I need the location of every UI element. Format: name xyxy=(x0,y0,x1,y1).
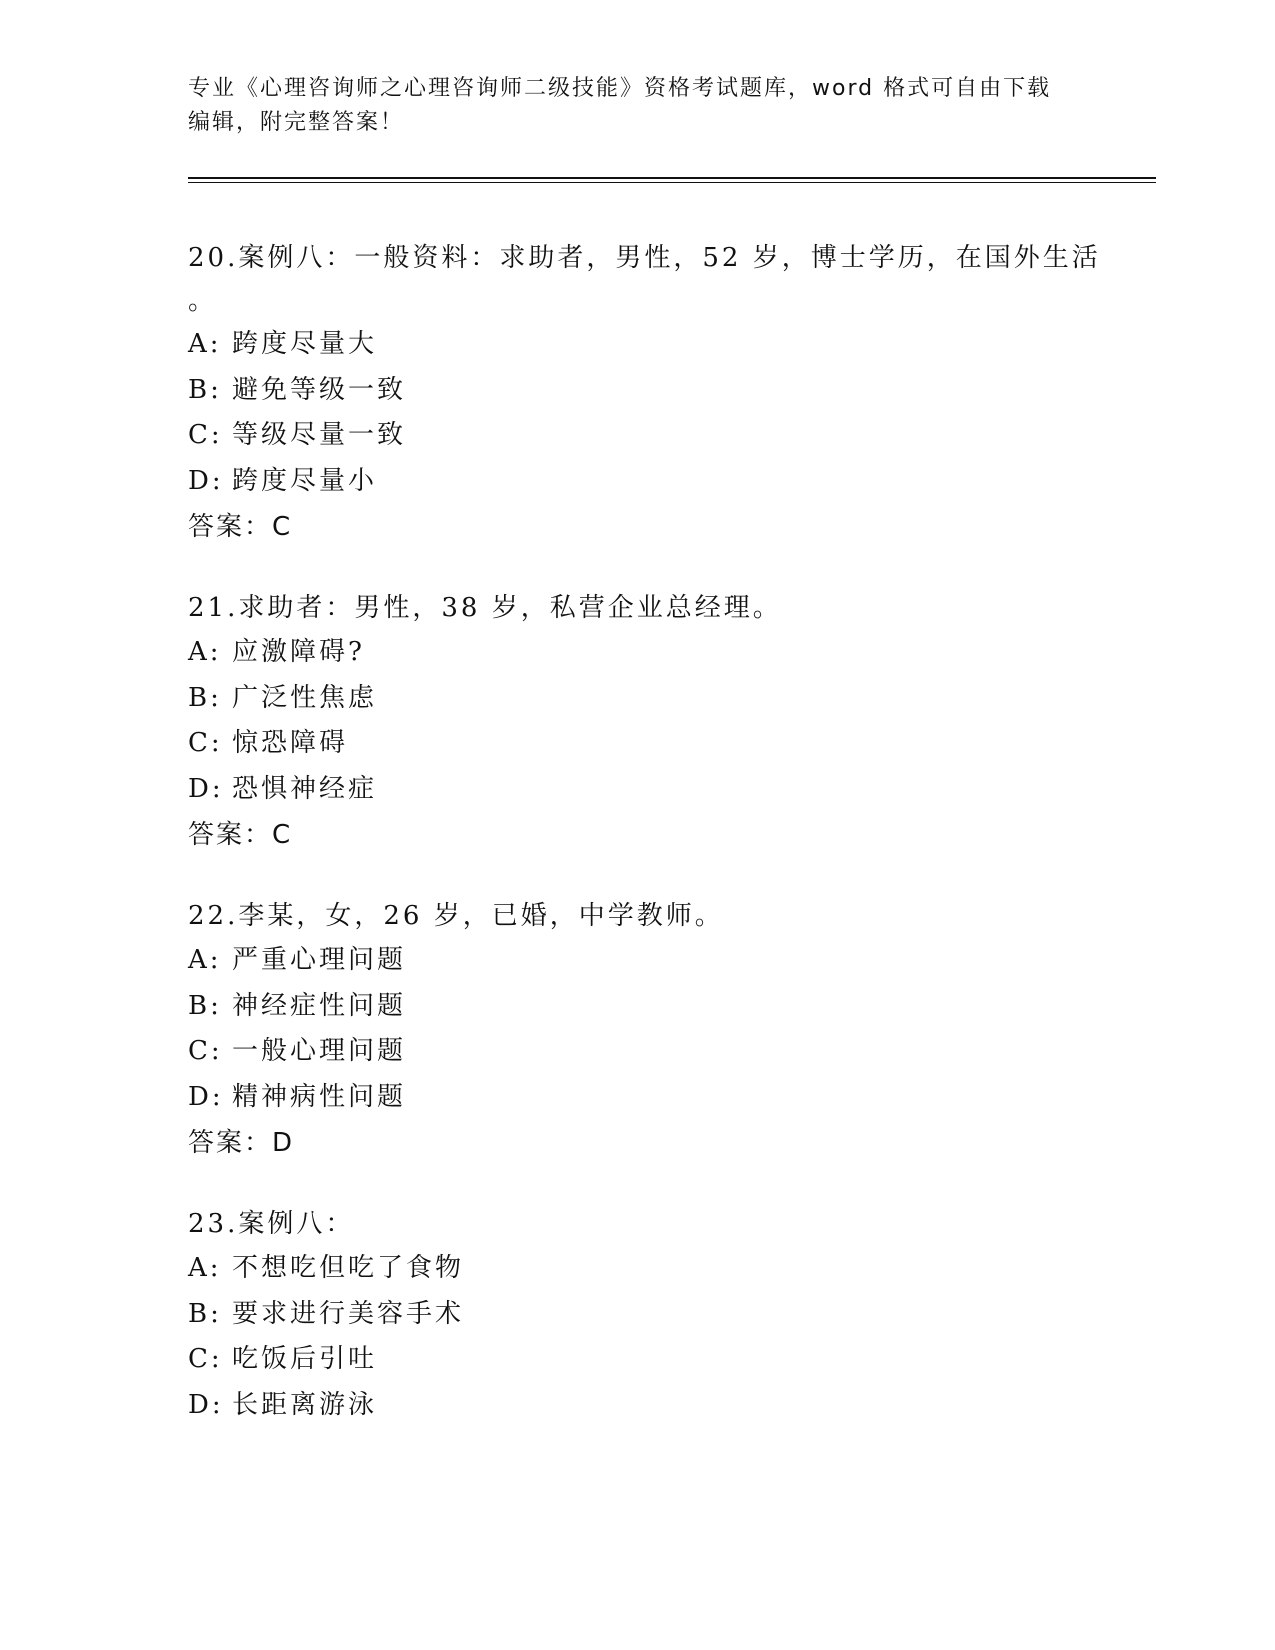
answer-line: 答案：D xyxy=(188,1128,295,1158)
option-d xyxy=(188,1383,1148,1429)
option-letter: D: xyxy=(188,1081,224,1112)
question-stem: 23.案例八： xyxy=(188,1209,355,1239)
option-text: 避免等级一致 xyxy=(232,374,407,405)
answer-line: 答案：C xyxy=(188,820,293,850)
option-letter: D: xyxy=(188,1389,224,1420)
option-a xyxy=(188,630,1148,676)
header-divider-thin xyxy=(188,182,1156,183)
option-a xyxy=(188,1246,1148,1292)
option-c xyxy=(188,1337,1148,1383)
option-letter: C: xyxy=(188,1344,223,1374)
question-list xyxy=(188,236,1148,1464)
option-letter: A: xyxy=(188,637,222,667)
option-text: 跨度尽量大 xyxy=(232,329,378,359)
question-21 xyxy=(188,586,1148,858)
answer-line: 答案：C xyxy=(188,512,293,542)
option-b xyxy=(188,1292,1148,1338)
option-text: 长距离游泳 xyxy=(232,1389,378,1420)
option-letter: A: xyxy=(188,945,222,975)
option-a xyxy=(188,938,1148,984)
option-text: 恐惧神经症 xyxy=(232,773,378,804)
header-line-2: 编辑，附完整答案！ xyxy=(188,110,405,135)
option-b xyxy=(188,676,1148,722)
option-text: 神经症性问题 xyxy=(232,990,407,1021)
option-letter: C: xyxy=(188,728,223,758)
option-letter: B: xyxy=(188,990,222,1021)
question-20 xyxy=(188,236,1148,550)
option-letter: B: xyxy=(188,682,222,713)
option-d xyxy=(188,767,1148,813)
header-line-1: 专业《心理咨询师之心理咨询师二级技能》资格考试题库，word 格式可自由下载 xyxy=(188,76,1052,101)
option-text: 应激障碍? xyxy=(232,637,365,667)
option-letter: D: xyxy=(188,773,224,804)
option-text: 吃饭后引吐 xyxy=(232,1344,378,1374)
option-c xyxy=(188,413,1148,459)
option-letter: D: xyxy=(188,465,224,496)
option-text: 等级尽量一致 xyxy=(232,420,407,450)
question-stem: 22.李某，女，26 岁，已婚，中学教师。 xyxy=(188,901,724,931)
option-text: 不想吃但吃了食物 xyxy=(232,1253,465,1283)
document-header xyxy=(188,72,1088,140)
option-letter: C: xyxy=(188,420,223,450)
option-letter: B: xyxy=(188,1298,222,1329)
question-stem: 20.案例八：一般资料：求助者，男性，52 岁，博士学历，在国外生活 xyxy=(188,243,1101,273)
option-text: 跨度尽量小 xyxy=(232,465,378,496)
option-letter: A: xyxy=(188,329,222,359)
option-letter: B: xyxy=(188,374,222,405)
option-text: 一般心理问题 xyxy=(232,1036,407,1066)
option-c xyxy=(188,1029,1148,1075)
option-text: 精神病性问题 xyxy=(232,1081,407,1112)
question-22 xyxy=(188,894,1148,1166)
option-a xyxy=(188,322,1148,368)
option-text: 广泛性焦虑 xyxy=(232,682,378,713)
option-text: 严重心理问题 xyxy=(232,945,407,975)
option-d xyxy=(188,1075,1148,1121)
question-23 xyxy=(188,1202,1148,1428)
option-b xyxy=(188,368,1148,414)
option-letter: C: xyxy=(188,1036,223,1066)
option-letter: A: xyxy=(188,1253,222,1283)
header-divider-thick xyxy=(188,177,1156,179)
option-text: 惊恐障碍 xyxy=(232,728,349,758)
option-b xyxy=(188,984,1148,1030)
question-stem: 21.求助者：男性，38 岁，私营企业总经理。 xyxy=(188,593,782,623)
option-text: 要求进行美容手术 xyxy=(232,1298,465,1329)
option-d xyxy=(188,459,1148,505)
question-stem-continuation: 。 xyxy=(188,286,218,316)
option-c xyxy=(188,721,1148,767)
